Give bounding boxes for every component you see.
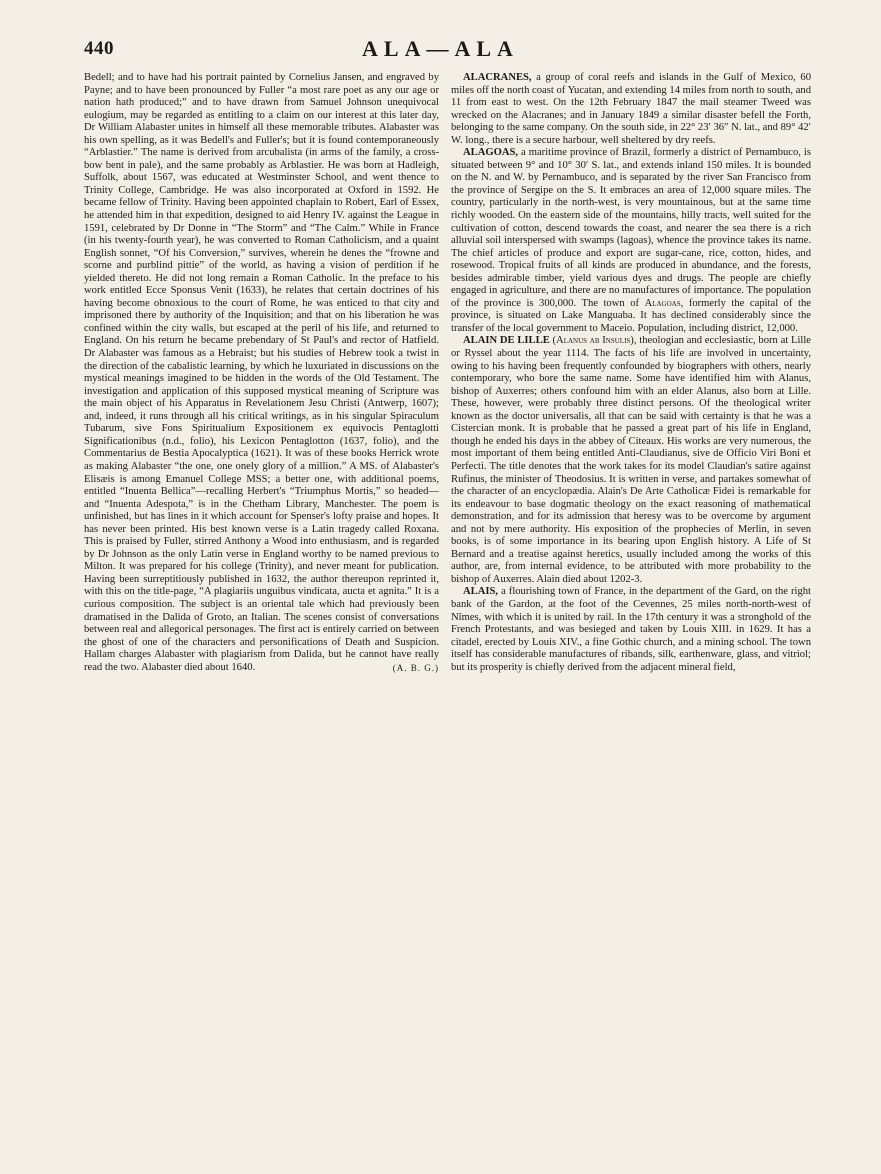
left-column bbox=[84, 72, 439, 674]
entry-alagoas bbox=[451, 147, 811, 335]
entry-body-continued: formerly the capital of the province, is situated on Lake Manguaba. It has declined considerably since the transfer of the local government to Maceio. Population, including district, 12,000. bbox=[451, 297, 811, 334]
entry-alain-de-lille bbox=[451, 335, 811, 586]
page-number: 440 bbox=[84, 38, 114, 59]
alabaster-text: Bedell; and to have had his portrait painted by Cornelius Jansen, and engraved by Payne; and to have been pronounced by Fuller “a most rare poet as any our age or nation hath produced;” and to have drawn from Samuel Johnson unequivocal eulogium, may be regarded as entitling to a claim on our interest at this later day, Dr William Alabaster unites in himself all these memorable tributes. Alabaster was his own spelling, as it was Bedell's and Fuller's; but it is found contemporaneously “Arblastier.” The name is derived from arcubalista (in arms of the family, a cross-bow bent in pale), and the same probably as Arblastier. He was born at Hadleigh, Suffolk, about 1567, was educated at Westminster School, and went thence to Trinity College, Cambridge. He was also incorporated at Oxford in 1592. He became fellow of Trinity. Having been appointed chaplain to Robert, Earl of Essex, he attended him in that expedition, designed to aid Henry IV. against the League in 1591, celebrated by Dr Donne in “The Storm” and “The Calm.” While in France (in his twenty-fourth year), he was converted to Roman Catholicism, and a quaint English sonnet, “Of his Conversion,” survives, wherein he denes the “frowne and scorne and purblind pittie” of the world, as having a vision of perdition if he yielded thereto. He did not long remain a Roman Catholic. In the preface to his work entitled Ecce Sponsus Venit (1633), he relates that certain doctrines of his having become obnoxious to the court of Rome, he was enticed to that city and imprisoned there by authority of the Inquisition; and that on his liberation he was confined within the city walls, but escaped at the peril of his life, and returned to England. On his return he became prebendary of St Paul's and rector of Hatfield. Dr Alabaster was famous as a Hebraist; but his studies of Hebrew took a twist in the direction of the cabalistic learning, by which he luxuriated in discussions on the mystical meanings imagined to be hidden in the words of the Old Testament. The investigation and application of this supposed mystical meaning of Scripture was the main object of his Apparatus in Revelationem Jesu Christi (Antwerp, 1607); and, indeed, it runs through all his critical writings, as in his singular Spiraculum Tubarum, sive Fons Spiritualium Expositionem ex equivocis Pentaglotti Significationibus (n.d., folio), his Lexicon Pentaglotton (1637, folio), and the Commentarius de Bestia Apocalyptica (1621). It was of these books Herrick wrote as making Alabaster “the one, one onely glory of a million.” A MS. of Alabaster's Elisæis is among Emanuel College MSS; a better one, with additional poems, entitled “Inuenta Bellica”—recalling Herbert's “Triumphus Mortis,” so headed—and “Inuenta Adespota,” is in the Chetham Library, Manchester. The poem is unfinished, but has lines in it which account for Spenser's lofty praise and hopes. It has never been printed. His best known verse is a Latin tragedy called Roxana. This is praised by Fuller, stirred Anthony a Wood into enthusiasm, and is regarded by Dr Johnson as the only Latin verse in England worthy to be named previous to Milton. It was prepared for his college (Trinity), and never meant for publication. Having been surreptitiously published in 1632, the author thereupon reprinted it, with this on the title-page, “A plagiariis unguibus vindicata, aucta et agnita.” It is a curious composition. The subject is an oriental tale which had previously been dramatised in the Dalida of Groto, an Italian. The scenes consist of conversations between real and allegorical personages. The first act is entirely carried on between the ghost of one of the characters and personifications of Death and Suspicion. Hallam charges Alabaster with plagiarism from Dalida, but he cannot have really read the two. Alabaster died about 1640. bbox=[84, 72, 439, 673]
entry-headword: ALAGOAS, bbox=[463, 147, 519, 159]
right-column bbox=[451, 72, 811, 674]
running-head: ALA—ALA bbox=[362, 36, 519, 61]
entry-latin-name: (Alanus ab Insulis), bbox=[552, 335, 637, 347]
entry-headword: ALACRANES, bbox=[463, 72, 532, 83]
entry-body: a maritime province of Brazil, formerly a district of Pernambuco, is situated between 9° and 10° 30′ S. lat., and extends inland 150 miles. It is bounded on the N. and W. by Pernambuco, and is separated by the river San Francisco from the province of Sergipe on the S. It embraces an area of 12,000 square miles. The country, particularly in the north-west, is very mountainous, but at the same time richly wooded. On the eastern side of the mountains, hilly tracts, well suited for the cultivation of cotton, descend towards the coast, and nearer the sea there is a rich alluvial soil interspersed with swamps (lagoas), whence the province takes its name. The chief articles of produce and export are sugar-cane, rice, cotton, hides, and rosewood. Tropical fruits of all kinds are produced in abundance, and the forests, besides admirable timber, yield various dyes and drugs. The people are chiefly engaged in agriculture, and there are no manufactures of importance. The population of the province is 300,000. The town of bbox=[451, 147, 811, 309]
entry-headword: ALAIS, bbox=[463, 586, 499, 598]
entry-alais bbox=[451, 586, 811, 674]
author-signature: (A. B. G.) bbox=[392, 662, 439, 673]
entry-body: a group of coral reefs and islands in the Gulf of Mexico, 60 miles off the north coast of Yucatan, and extending 14 miles from north to south, and 11 from east to west. On the 12th February 1847 the mail steamer Tweed was wrecked on the Alacranes; and in January 1849 a similar disaster befell the Forth, belonging to the same company. On the south side, in 22° 23′ 36″ N. lat., and 89° 42′ W. long., there is a secure harbour, well sheltered by dry reefs. bbox=[451, 72, 811, 146]
entry-body: theologian and ecclesiastic, born at Lille or Ryssel about the year 1114. The facts of his life are involved in uncertainty, owing to his having been frequently confounded by biographers with others, nearly contemporary, who bore the same name. Some have identified him with Alanus, bishop of Auxerres; others confound him with an elder Alanus, also born at Lille. These, however, were probably three distinct persons. Of the theological writer known as the doctor universalis, all that can be said with certainty is that he was a Cistercian monk. It is probable that he passed a great part of his life in England, though he ended his days in the abbey of Citeaux. His works are very numerous, the most important of them being entitled Anti-Claudianus, sive de Officio Viri Boni et Perfecti. The title denotes that the work takes for its model Claudian's satire against Rufinus, the minister of Theodosius. It is written in verse, and partakes somewhat of the character of an encyclopædia. Alain's De Arte Catholicæ Fidei is remarkable for its endeavour to base dogmatic theology on the exact reasoning of mathematical demonstration, and for its admission that heresy was to be overcome by argument and not by mere authority. His exposition of the prophecies of Merlin, in seven books, is of some importance in its bearing upon English history. A Life of St Bernard and a treatise against heretics, usually included among the works of this author, are, from internal evidence, to be attributed with more probability to the bishop of Auxerres. Alain died about 1202-3. bbox=[451, 335, 812, 585]
alabaster-article-continuation bbox=[84, 72, 439, 674]
entry-body: a flourishing town of France, in the department of the Gard, on the right bank of the Gardon, at the foot of the Cevennes, 25 miles north-north-west of Nîmes, with which it is united by rail. In the 17th century it was a stronghold of the French Protestants, and was besieged and taken by Louis XIII. in 1629. It has a citadel, erected by Louis XIV., a fine Gothic church, and a mining school. The town itself has considerable manufactures of ribands, silk, earthenware, glass, and vitriol; but its prosperity is chiefly derived from the adjacent mineral field, bbox=[451, 586, 812, 673]
entry-headword: ALAIN DE LILLE bbox=[463, 335, 550, 347]
entry-alacranes bbox=[451, 72, 811, 147]
entry-small-caps: Alagoas, bbox=[644, 297, 684, 309]
